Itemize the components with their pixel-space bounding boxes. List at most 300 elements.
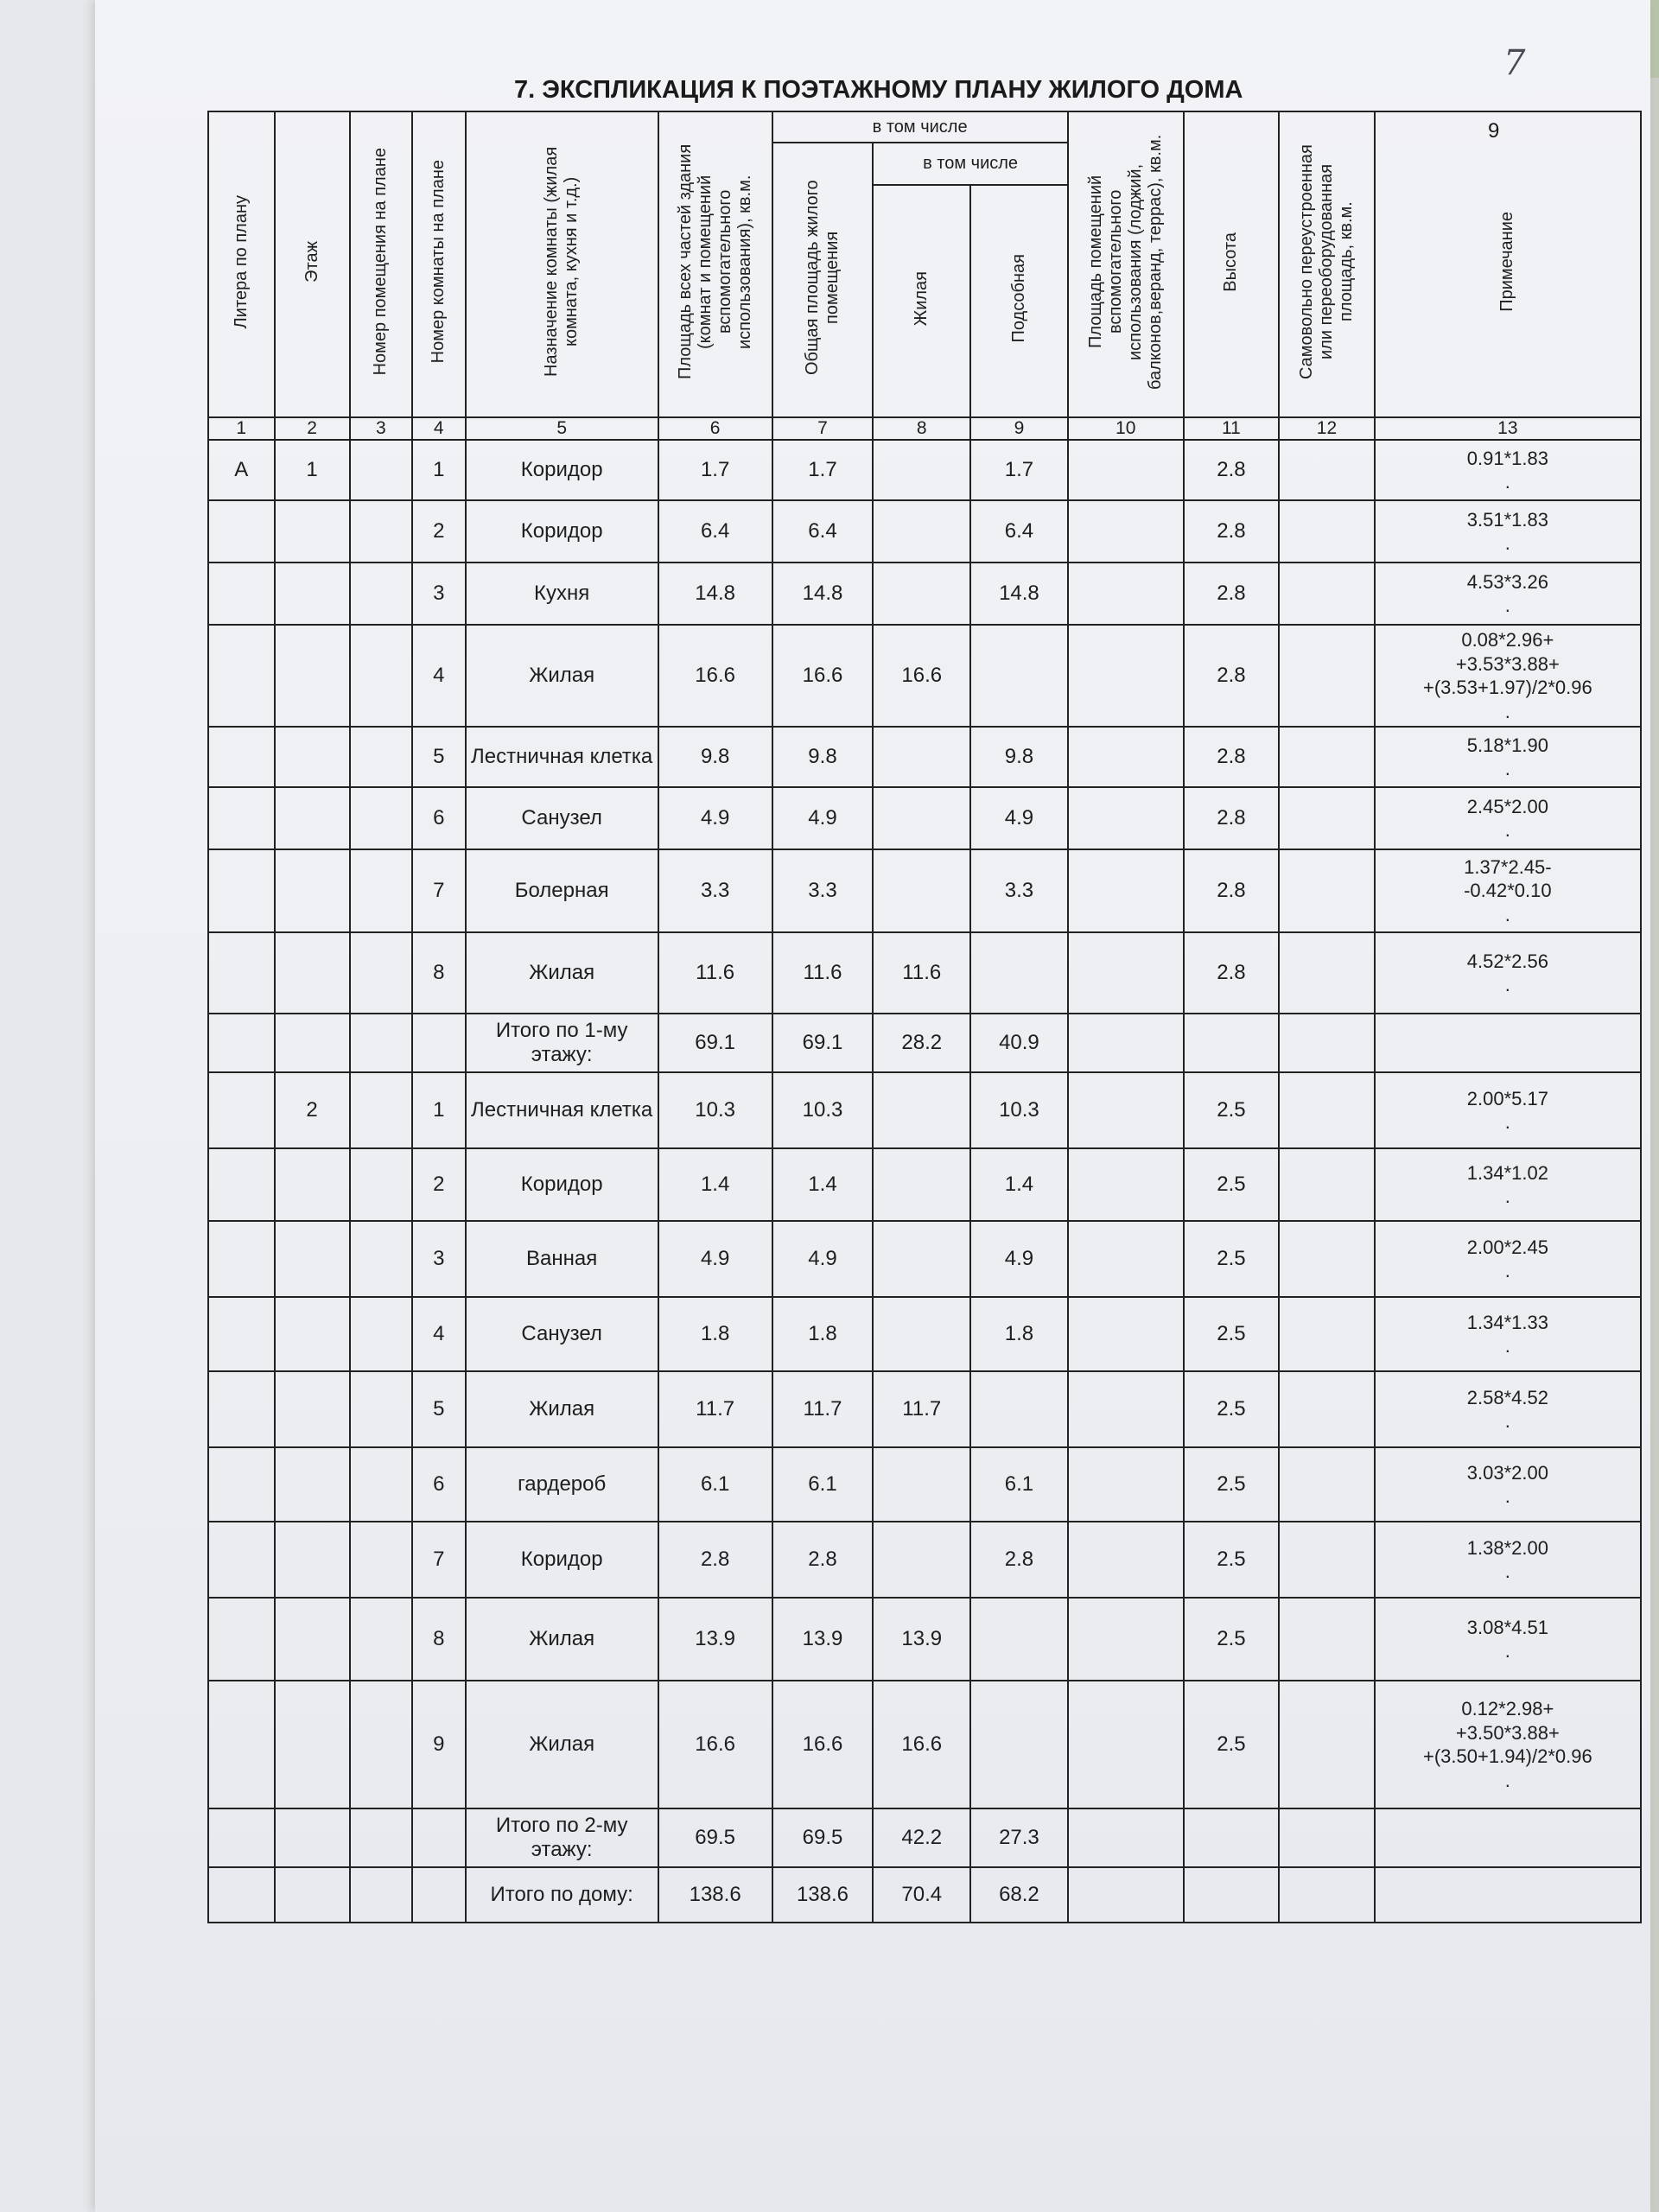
cell-total: 13.9 <box>772 1598 874 1681</box>
cell-self <box>1279 1014 1375 1072</box>
cell-total: 11.7 <box>772 1371 874 1447</box>
cell-aux-prem <box>1068 1681 1184 1808</box>
cell-purpose: Коридор <box>466 500 658 563</box>
page-number: 9 <box>1488 119 1500 143</box>
cell-purpose: Болерная <box>466 849 658 932</box>
cell-area: 16.6 <box>658 625 772 727</box>
cell-height: 2.8 <box>1184 500 1280 563</box>
cell-height <box>1184 1808 1280 1867</box>
table-row <box>208 440 1641 500</box>
cell-purpose: Жилая <box>466 932 658 1014</box>
cell-litera <box>208 787 275 849</box>
cell-purpose: Санузел <box>466 1297 658 1371</box>
cell-purpose: гардероб <box>466 1447 658 1522</box>
cell-area: 1.8 <box>658 1297 772 1371</box>
table-row <box>208 787 1641 849</box>
cell-total: 16.6 <box>772 1681 874 1808</box>
cell-aux-prem <box>1068 440 1184 500</box>
cell-height: 2.8 <box>1184 625 1280 727</box>
column-number: 7 <box>772 417 874 440</box>
cell-litera <box>208 1681 275 1808</box>
cell-purpose: Лестничная клетка <box>466 1072 658 1148</box>
cell-total: 1.7 <box>772 440 874 500</box>
cell-aux-prem <box>1068 1867 1184 1923</box>
table-row <box>208 1221 1641 1297</box>
column-number: 4 <box>412 417 466 440</box>
explication-table-wrapper <box>207 111 1642 1923</box>
cell-height: 2.5 <box>1184 1371 1280 1447</box>
cell-room: 5 <box>412 1371 466 1447</box>
cell-total: 10.3 <box>772 1072 874 1148</box>
cell-note: 1.34*1.33 . <box>1375 1297 1641 1371</box>
cell-room: 1 <box>412 1072 466 1148</box>
header-area-all: Площадь всех частей здания (комнат и помещений вспомогательного использования), кв.м. <box>658 111 772 417</box>
cell-room: 2 <box>412 1148 466 1221</box>
cell-total: 138.6 <box>772 1867 874 1923</box>
column-number: 10 <box>1068 417 1184 440</box>
cell-note: 1.38*2.00 . <box>1375 1522 1641 1598</box>
cell-room: 5 <box>412 727 466 787</box>
column-number: 1 <box>208 417 275 440</box>
cell-living: 11.6 <box>873 932 970 1014</box>
cell-litera <box>208 849 275 932</box>
table-row <box>208 1371 1641 1447</box>
cell-aux: 1.4 <box>970 1148 1068 1221</box>
column-number: 12 <box>1279 417 1375 440</box>
cell-litera <box>208 1221 275 1297</box>
table-body <box>208 440 1641 1923</box>
cell-self <box>1279 1297 1375 1371</box>
cell-purpose: Санузел <box>466 787 658 849</box>
cell-purpose: Лестничная клетка <box>466 727 658 787</box>
cell-room: 7 <box>412 1522 466 1598</box>
cell-note: 3.51*1.83 . <box>1375 500 1641 563</box>
cell-aux: 2.8 <box>970 1522 1068 1598</box>
cell-self <box>1279 440 1375 500</box>
cell-height: 2.5 <box>1184 1148 1280 1221</box>
cell-premise <box>350 1447 412 1522</box>
header-total-living-area: Общая площадь жилого помещения <box>772 143 874 417</box>
cell-aux <box>970 1598 1068 1681</box>
table-row <box>208 849 1641 932</box>
header-room-number: Номер комнаты на плане <box>412 111 466 417</box>
column-number: 5 <box>466 417 658 440</box>
cell-living: 16.6 <box>873 1681 970 1808</box>
cell-purpose: Жилая <box>466 625 658 727</box>
header-including-2: в том числе <box>873 143 1067 185</box>
cell-floor: 1 <box>275 440 350 500</box>
cell-premise <box>350 1297 412 1371</box>
cell-litera <box>208 1447 275 1522</box>
cell-note: 2.00*5.17 . <box>1375 1072 1641 1148</box>
cell-aux: 40.9 <box>970 1014 1068 1072</box>
cell-aux-prem <box>1068 932 1184 1014</box>
cell-aux-prem <box>1068 1598 1184 1681</box>
total-row <box>208 1014 1641 1072</box>
cell-area: 1.7 <box>658 440 772 500</box>
cell-note <box>1375 1867 1641 1923</box>
cell-note: 2.00*2.45 . <box>1375 1221 1641 1297</box>
column-number: 3 <box>350 417 412 440</box>
cell-purpose: Коридор <box>466 1522 658 1598</box>
cell-area: 4.9 <box>658 787 772 849</box>
cell-room <box>412 1808 466 1867</box>
cell-purpose: Итого по 2-му этажу: <box>466 1808 658 1867</box>
cell-premise <box>350 1522 412 1598</box>
header-living: Жилая <box>873 185 970 417</box>
cell-litera <box>208 727 275 787</box>
cell-total: 69.1 <box>772 1014 874 1072</box>
cell-purpose: Коридор <box>466 440 658 500</box>
cell-self <box>1279 727 1375 787</box>
cell-purpose: Ванная <box>466 1221 658 1297</box>
cell-total: 14.8 <box>772 563 874 625</box>
cell-litera <box>208 1598 275 1681</box>
cell-premise <box>350 727 412 787</box>
cell-aux: 27.3 <box>970 1808 1068 1867</box>
cell-area: 14.8 <box>658 563 772 625</box>
cell-premise <box>350 625 412 727</box>
cell-aux: 1.8 <box>970 1297 1068 1371</box>
table-row <box>208 1072 1641 1148</box>
table-row <box>208 500 1641 563</box>
cell-living <box>873 563 970 625</box>
cell-self <box>1279 932 1375 1014</box>
cell-premise <box>350 787 412 849</box>
cell-room: 8 <box>412 1598 466 1681</box>
cell-litera <box>208 1014 275 1072</box>
cell-premise <box>350 440 412 500</box>
cell-living: 13.9 <box>873 1598 970 1681</box>
cell-area: 2.8 <box>658 1522 772 1598</box>
cell-litera <box>208 1867 275 1923</box>
cell-total: 4.9 <box>772 1221 874 1297</box>
cell-purpose: Жилая <box>466 1371 658 1447</box>
cell-note: 3.08*4.51 . <box>1375 1598 1641 1681</box>
cell-premise <box>350 1221 412 1297</box>
cell-area: 4.9 <box>658 1221 772 1297</box>
cell-living <box>873 1148 970 1221</box>
cell-aux: 10.3 <box>970 1072 1068 1148</box>
cell-total: 69.5 <box>772 1808 874 1867</box>
cell-aux-prem <box>1068 1072 1184 1148</box>
cell-room: 6 <box>412 787 466 849</box>
column-number: 2 <box>275 417 350 440</box>
cell-aux-prem <box>1068 1014 1184 1072</box>
cell-purpose: Итого по дому: <box>466 1867 658 1923</box>
cell-self <box>1279 563 1375 625</box>
cell-room: 6 <box>412 1447 466 1522</box>
cell-aux: 14.8 <box>970 563 1068 625</box>
cell-height: 2.8 <box>1184 787 1280 849</box>
cell-area: 10.3 <box>658 1072 772 1148</box>
cell-room: 4 <box>412 1297 466 1371</box>
explication-table <box>207 111 1642 1923</box>
cell-purpose: Кухня <box>466 563 658 625</box>
cell-room: 7 <box>412 849 466 932</box>
handwritten-page-mark: 7 <box>1503 43 1526 83</box>
header-litera: Литера по плану <box>208 111 275 417</box>
cell-note: 4.52*2.56 . <box>1375 932 1641 1014</box>
total-row <box>208 1867 1641 1923</box>
cell-floor <box>275 1447 350 1522</box>
table-row <box>208 1447 1641 1522</box>
document-title: 7. ЭКСПЛИКАЦИЯ К ПОЭТАЖНОМУ ПЛАНУ ЖИЛОГО ДОМА <box>514 76 1243 104</box>
cell-area: 3.3 <box>658 849 772 932</box>
cell-note: 3.03*2.00 . <box>1375 1447 1641 1522</box>
cell-living <box>873 849 970 932</box>
cell-premise <box>350 1371 412 1447</box>
cell-aux-prem <box>1068 625 1184 727</box>
cell-height: 2.5 <box>1184 1072 1280 1148</box>
cell-note: 0.08*2.96+ +3.53*3.88+ +(3.53+1.97)/2*0.96 . <box>1375 625 1641 727</box>
cell-floor <box>275 1297 350 1371</box>
cell-height: 2.5 <box>1184 1681 1280 1808</box>
cell-note: 2.45*2.00 . <box>1375 787 1641 849</box>
cell-aux <box>970 1681 1068 1808</box>
column-number: 11 <box>1184 417 1280 440</box>
cell-area: 138.6 <box>658 1867 772 1923</box>
table-row <box>208 932 1641 1014</box>
cell-height: 2.5 <box>1184 1522 1280 1598</box>
cell-premise <box>350 1072 412 1148</box>
header-note: Примечание <box>1375 111 1641 417</box>
cell-litera <box>208 932 275 1014</box>
cell-area: 9.8 <box>658 727 772 787</box>
cell-area: 13.9 <box>658 1598 772 1681</box>
cell-height <box>1184 1014 1280 1072</box>
cell-area: 1.4 <box>658 1148 772 1221</box>
cell-total: 2.8 <box>772 1522 874 1598</box>
cell-aux-prem <box>1068 787 1184 849</box>
cell-note: 1.37*2.45- -0.42*0.10 . <box>1375 849 1641 932</box>
header-floor: Этаж <box>275 111 350 417</box>
cell-note: 4.53*3.26 . <box>1375 563 1641 625</box>
cell-floor <box>275 1808 350 1867</box>
cell-aux-prem <box>1068 1522 1184 1598</box>
table-row <box>208 625 1641 727</box>
cell-premise <box>350 563 412 625</box>
cell-living <box>873 500 970 563</box>
cell-height: 2.8 <box>1184 563 1280 625</box>
column-number: 6 <box>658 417 772 440</box>
cell-area: 16.6 <box>658 1681 772 1808</box>
cell-purpose: Жилая <box>466 1598 658 1681</box>
cell-litera <box>208 500 275 563</box>
cell-purpose: Жилая <box>466 1681 658 1808</box>
cell-premise <box>350 1014 412 1072</box>
cell-room: 3 <box>412 1221 466 1297</box>
cell-self <box>1279 1867 1375 1923</box>
cell-litera <box>208 563 275 625</box>
cell-height: 2.8 <box>1184 727 1280 787</box>
cell-self <box>1279 1148 1375 1221</box>
cell-self <box>1279 1681 1375 1808</box>
cell-height: 2.8 <box>1184 440 1280 500</box>
column-number: 13 <box>1375 417 1641 440</box>
cell-floor <box>275 563 350 625</box>
cell-room: 1 <box>412 440 466 500</box>
cell-total: 1.8 <box>772 1297 874 1371</box>
cell-total: 3.3 <box>772 849 874 932</box>
cell-aux-prem <box>1068 1297 1184 1371</box>
cell-premise <box>350 1808 412 1867</box>
cell-floor <box>275 500 350 563</box>
cell-litera <box>208 1522 275 1598</box>
cell-room: 4 <box>412 625 466 727</box>
cell-aux: 4.9 <box>970 1221 1068 1297</box>
cell-room: 2 <box>412 500 466 563</box>
cell-living: 16.6 <box>873 625 970 727</box>
cell-premise <box>350 1867 412 1923</box>
cell-litera <box>208 1148 275 1221</box>
cell-aux-prem <box>1068 563 1184 625</box>
cell-room: 9 <box>412 1681 466 1808</box>
cell-premise <box>350 1598 412 1681</box>
cell-room: 3 <box>412 563 466 625</box>
cell-floor <box>275 1522 350 1598</box>
cell-living <box>873 440 970 500</box>
cell-room <box>412 1014 466 1072</box>
total-row <box>208 1808 1641 1867</box>
cell-floor <box>275 849 350 932</box>
cell-self <box>1279 500 1375 563</box>
table-row <box>208 1148 1641 1221</box>
cell-note: 0.91*1.83 . <box>1375 440 1641 500</box>
cell-self <box>1279 1522 1375 1598</box>
cell-floor: 2 <box>275 1072 350 1148</box>
cell-total: 6.1 <box>772 1447 874 1522</box>
cell-premise <box>350 500 412 563</box>
cell-aux-prem <box>1068 1371 1184 1447</box>
table-row <box>208 727 1641 787</box>
cell-aux-prem <box>1068 1447 1184 1522</box>
cell-height: 2.8 <box>1184 932 1280 1014</box>
cell-self <box>1279 1221 1375 1297</box>
cell-premise <box>350 1148 412 1221</box>
cell-living: 70.4 <box>873 1867 970 1923</box>
cell-aux-prem <box>1068 849 1184 932</box>
cell-floor <box>275 932 350 1014</box>
cell-living: 28.2 <box>873 1014 970 1072</box>
cell-note: 2.58*4.52 . <box>1375 1371 1641 1447</box>
header-including: в том числе <box>772 111 1068 143</box>
cell-floor <box>275 787 350 849</box>
cell-premise <box>350 1681 412 1808</box>
header-auxiliary: Подсобная <box>970 185 1068 417</box>
cell-self <box>1279 787 1375 849</box>
cell-area: 6.4 <box>658 500 772 563</box>
cell-floor <box>275 1148 350 1221</box>
cell-aux: 6.1 <box>970 1447 1068 1522</box>
header-aux-premises: Площадь помещений вспомогательного использования (лоджий, балконов,веранд, террас), кв.м. <box>1068 111 1184 417</box>
cell-floor <box>275 1598 350 1681</box>
cell-aux-prem <box>1068 1221 1184 1297</box>
cell-note: 5.18*1.90 . <box>1375 727 1641 787</box>
cell-living <box>873 1072 970 1148</box>
header-height: Высота <box>1184 111 1280 417</box>
cell-floor <box>275 727 350 787</box>
cell-note: 0.12*2.98+ +3.50*3.88+ +(3.50+1.94)/2*0.96 . <box>1375 1681 1641 1808</box>
cell-note <box>1375 1014 1641 1072</box>
cell-living: 11.7 <box>873 1371 970 1447</box>
cell-floor <box>275 1221 350 1297</box>
column-number-row <box>208 417 1641 440</box>
cell-aux <box>970 932 1068 1014</box>
cell-self <box>1279 849 1375 932</box>
cell-room: 8 <box>412 932 466 1014</box>
cell-aux: 1.7 <box>970 440 1068 500</box>
cell-aux-prem <box>1068 727 1184 787</box>
cell-floor <box>275 1371 350 1447</box>
cell-room <box>412 1867 466 1923</box>
cell-living <box>873 1522 970 1598</box>
cell-height: 2.5 <box>1184 1221 1280 1297</box>
cell-self <box>1279 1598 1375 1681</box>
column-number: 9 <box>970 417 1068 440</box>
cell-living: 42.2 <box>873 1808 970 1867</box>
cell-floor <box>275 1014 350 1072</box>
header-purpose: Назначение комнаты (жилая комната, кухня и т.д.) <box>466 111 658 417</box>
cell-area: 69.1 <box>658 1014 772 1072</box>
cell-floor <box>275 625 350 727</box>
header-self-built: Самовольно переустроенная или переоборудованная площадь, кв.м. <box>1279 111 1375 417</box>
cell-litera <box>208 1808 275 1867</box>
cell-aux: 3.3 <box>970 849 1068 932</box>
cell-aux-prem <box>1068 500 1184 563</box>
cell-aux <box>970 625 1068 727</box>
table-row <box>208 1297 1641 1371</box>
cell-height: 2.5 <box>1184 1598 1280 1681</box>
cell-litera <box>208 1297 275 1371</box>
cell-total: 1.4 <box>772 1148 874 1221</box>
cell-total: 4.9 <box>772 787 874 849</box>
column-number: 8 <box>873 417 970 440</box>
cell-floor <box>275 1867 350 1923</box>
cell-purpose: Итого по 1-му этажу: <box>466 1014 658 1072</box>
cell-self <box>1279 1371 1375 1447</box>
cell-aux: 68.2 <box>970 1867 1068 1923</box>
cell-aux: 9.8 <box>970 727 1068 787</box>
cell-litera <box>208 1072 275 1148</box>
cell-living <box>873 1221 970 1297</box>
cell-litera <box>208 1371 275 1447</box>
cell-note: 1.34*1.02 . <box>1375 1148 1641 1221</box>
table-row <box>208 1681 1641 1808</box>
cell-living <box>873 727 970 787</box>
table-row <box>208 563 1641 625</box>
cell-area: 11.6 <box>658 932 772 1014</box>
table-row <box>208 1522 1641 1598</box>
cell-living <box>873 1297 970 1371</box>
cell-aux-prem <box>1068 1148 1184 1221</box>
cell-total: 6.4 <box>772 500 874 563</box>
cell-aux-prem <box>1068 1808 1184 1867</box>
table-row <box>208 1598 1641 1681</box>
cell-area: 6.1 <box>658 1447 772 1522</box>
cell-premise <box>350 849 412 932</box>
cell-height: 2.5 <box>1184 1297 1280 1371</box>
cell-premise <box>350 932 412 1014</box>
cell-litera <box>208 625 275 727</box>
cell-purpose: Коридор <box>466 1148 658 1221</box>
cell-total: 9.8 <box>772 727 874 787</box>
cell-living <box>873 1447 970 1522</box>
cell-aux <box>970 1371 1068 1447</box>
cell-area: 11.7 <box>658 1371 772 1447</box>
cell-self <box>1279 1447 1375 1522</box>
cell-self <box>1279 1808 1375 1867</box>
